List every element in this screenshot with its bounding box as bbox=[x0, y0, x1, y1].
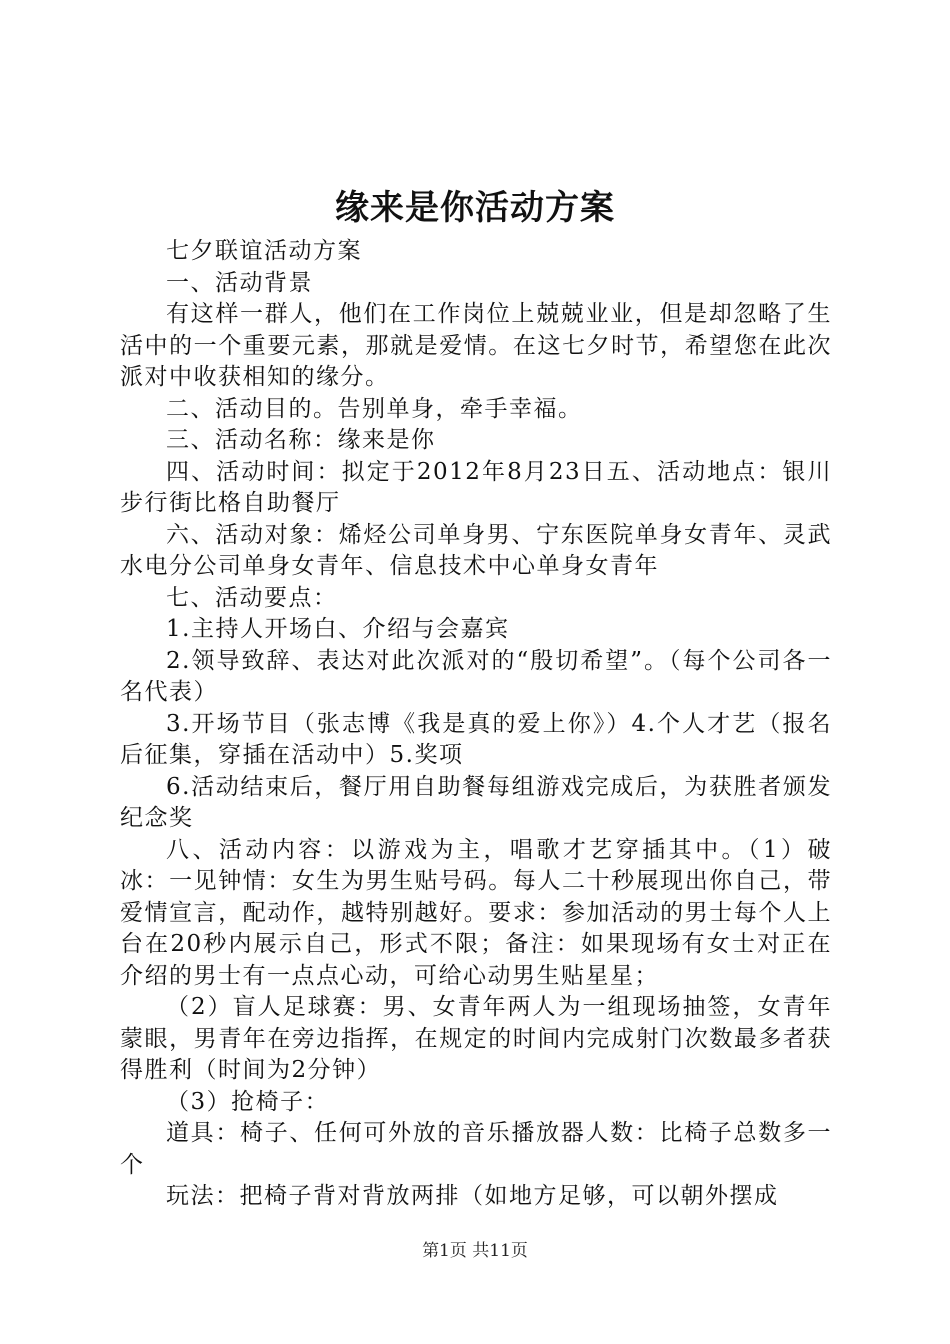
list-item: 3.开场节目（张志博《我是真的爱上你》）4.个人才艺（报名后征集，穿插在活动中）5.奖项 bbox=[120, 710, 832, 768]
paragraph: 道具：椅子、任何可外放的音乐播放器人数：比椅子总数多一个 bbox=[120, 1120, 832, 1178]
paragraph: 六、活动对象：烯烃公司单身男、宁东医院单身女青年、灵武水电分公司单身女青年、信息技术中心单身女青年 bbox=[120, 521, 832, 579]
paragraph: 四、活动时间：拟定于2012年8月23日五、活动地点：银川步行街比格自助餐厅 bbox=[120, 458, 832, 516]
list-item: 1.主持人开场白、介绍与会嘉宾 bbox=[166, 616, 510, 642]
paragraph: 八、活动内容：以游戏为主，唱歌才艺穿插其中。（1）破冰：一见钟情：女生为男生贴号码。每人二十秒展现出你自己，带爱情宣言，配动作，越特别越好。要求：参加活动的男士每个人上台在20秒内展示自己，形式不限；备注：如果现场有女士对正在介绍的男士有一点点心动，可给心动男生贴星星； bbox=[120, 836, 832, 989]
paragraph: （3）抢椅子： bbox=[166, 1088, 330, 1115]
list-item: 2.领导致辞、表达对此次派对的“殷切希望”。（每个公司各一名代表） bbox=[120, 647, 832, 705]
paragraph: 玩法：把椅子背对背放两排（如地方足够，可以朝外摆成 bbox=[166, 1183, 779, 1209]
list-item: 6.活动结束后，餐厅用自助餐每组游戏完成后，为获胜者颁发纪念奖 bbox=[120, 773, 832, 831]
section-heading: 七、活动要点： bbox=[166, 584, 338, 611]
paragraph: （2）盲人足球赛：男、女青年两人为一组现场抽签，女青年蒙眼，男青年在旁边指挥，在规定的时间内完成射门次数最多者获得胜利（时间为2分钟） bbox=[120, 994, 832, 1083]
paragraph: 有这样一群人，他们在工作岗位上兢兢业业，但是却忽略了生活中的一个重要元素，那就是爱情。在这七夕时节，希望您在此次派对中收获相知的缘分。 bbox=[120, 301, 832, 390]
paragraph: 七夕联谊活动方案 bbox=[166, 238, 362, 264]
document-body bbox=[120, 236, 832, 1213]
paragraph: 二、活动目的。告别单身，牵手幸福。 bbox=[166, 395, 583, 422]
document-title: 缘来是你活动方案 bbox=[335, 188, 615, 228]
page-footer: 第1页 共11页 bbox=[422, 1241, 528, 1261]
paragraph: 三、活动名称：缘来是你 bbox=[166, 427, 436, 453]
section-heading: 一、活动背景 bbox=[166, 269, 313, 296]
